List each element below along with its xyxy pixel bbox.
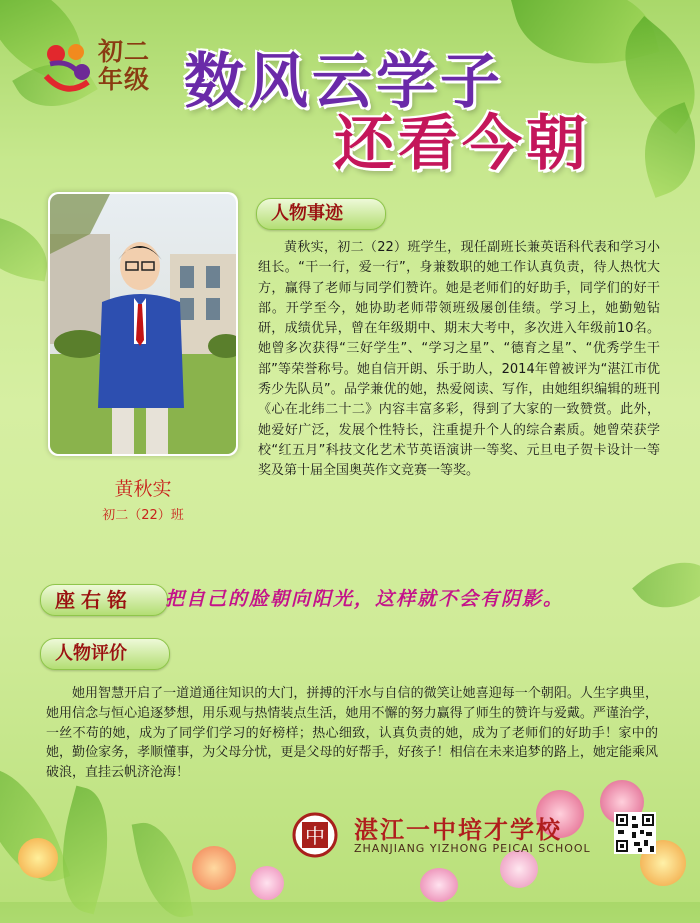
leaf-decoration	[0, 213, 54, 281]
school-name-cn: 湛江一中培才学校	[354, 816, 562, 844]
flower-decoration	[18, 838, 58, 878]
flower-decoration	[500, 850, 538, 888]
evaluation-text: 她用智慧开启了一道道通往知识的大门，拼搏的汗水与自信的微笑让她喜迎每一个朝阳。人生字典里，她用信念与恒心追逐梦想，用乐观与热情装点生活，她用不懈的努力赢得了师生的赞许与爱戴。严谨治学，一丝不苟的她，成为了同学们学习的好榜样；热心细致，认真负责的她，成为了老师们的好助手！家中的她，勤俭家务，孝顺懂事，为父母分忧，更是父母的好帮手，好孩子！相信在未来追梦的路上，她定能乘风破浪，直挂云帆济沧海！	[46, 686, 658, 781]
flower-decoration	[250, 866, 284, 900]
section-label-evaluation: 人物评价	[40, 638, 170, 670]
page-title-line1: 数风云学子	[184, 47, 504, 117]
leaf-decoration	[628, 102, 700, 198]
leaf-decoration	[632, 543, 700, 626]
student-photo	[50, 194, 236, 454]
leaf-decoration	[132, 817, 194, 923]
school-seal-icon	[292, 812, 338, 858]
grade-label	[98, 38, 150, 94]
page-title-line2: 还看今朝	[334, 109, 590, 179]
photo-frame	[48, 192, 238, 456]
grade-line1: 初二	[98, 37, 151, 66]
seal-char: 中	[305, 824, 325, 848]
student-class: 初二（22）班	[102, 508, 184, 523]
flower-decoration	[420, 868, 458, 902]
student-name: 黄秋实	[114, 478, 172, 500]
motto-text: 把自己的脸朝向阳光，这样就不会有阴影。	[165, 588, 565, 610]
section-label-motto: 座右铭	[40, 584, 168, 616]
grade-line2: 年级	[98, 65, 151, 94]
flower-decoration	[192, 846, 236, 890]
section-label-deeds: 人物事迹	[256, 198, 386, 230]
school-name-en: ZHANJIANG YIZHONG PEICAI SCHOOL	[354, 842, 591, 855]
deeds-text: 黄秋实，初二（22）班学生，现任副班长兼英语科代表和学习小组长。“干一行，爱一行”，身兼数职的她工作认真负责，待人热忱大方，赢得了老师与同学们赞许。她是老师们的好助手，同学们的好干部。开学至今，她协助老师带领班级屡创佳绩。学习上，她勤勉钻研，成绩优异，曾在年级期中、期末大考中，多次进入年级前10名。她曾多次获得“三好学生”、“学习之星”、“德育之星”、“优秀学生干部”等荣誉称号。她自信开朗、乐于助人，2014年曾被评为“湛江市优秀少先队员”。品学兼优的她，热爱阅读、写作，由她组织编辑的班刊《心在北纬二十二》内容丰富多彩，得到了大家的一致赞赏。此外，她爱好广泛，发展个性特长，注重提升个人的综合素质。她曾荣获学校“红五月”科技文化艺术节英语演讲一等奖、元旦电子贺卡设计一等奖及第十届全国奥英作文竞赛一等奖。	[258, 240, 660, 479]
grade-logo-icon	[36, 36, 98, 98]
qr-code-icon	[614, 812, 656, 854]
